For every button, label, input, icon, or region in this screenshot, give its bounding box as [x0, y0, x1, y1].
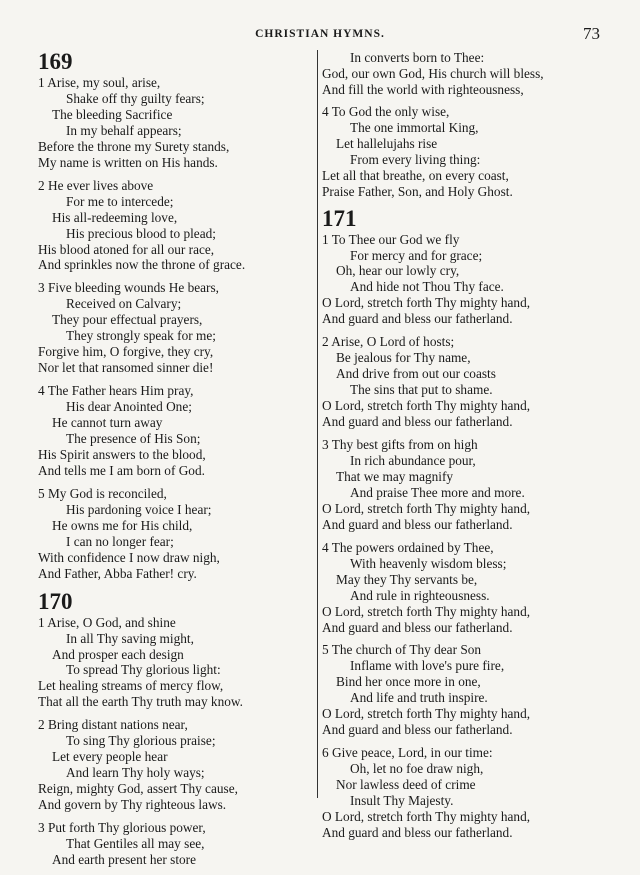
hymn-line: Oh, hear our lowly cry,	[336, 263, 460, 279]
hymn-line: Let hallelujahs rise	[336, 135, 438, 151]
hymn-line: His blood atoned for all our race,	[38, 241, 215, 257]
hymn-line: Inflame with love's pure fire,	[350, 658, 505, 674]
stanza	[38, 486, 316, 582]
stanza	[322, 437, 606, 533]
hymn-line: With heavenly wisdom bless;	[350, 555, 507, 571]
hymn-line: Insult Thy Majesty.	[350, 793, 454, 809]
hymn-line: God, our own God, His church will bless,	[322, 65, 544, 81]
hymn-line: His all-redeeming love,	[52, 209, 178, 225]
hymn-line: The sins that put to shame.	[350, 382, 493, 398]
hymn-line: And hide not Thou Thy face.	[350, 279, 504, 295]
stanza	[38, 75, 316, 171]
hymn-line: Bind her once more in one,	[336, 674, 481, 690]
hymn-line: In all Thy saving might,	[66, 630, 194, 646]
hymn-line: And guard and bless our fatherland.	[322, 516, 513, 532]
hymn-line: 1 Arise, my soul, arise,	[38, 75, 161, 90]
hymn-line: 3 Five bleeding wounds He bears,	[38, 280, 219, 296]
hymn-line: His dear Anointed One;	[66, 399, 192, 415]
hymn-line: They pour effectual prayers,	[52, 312, 203, 328]
hymn-line: And drive from out our coasts	[336, 366, 496, 382]
hymn-line: Let all that breathe, on every coast,	[322, 167, 509, 183]
stanza	[322, 642, 606, 738]
stanza	[38, 615, 316, 711]
hymn-line: And tells me I am born of God.	[38, 462, 205, 478]
hymn-line: Let healing streams of mercy flow,	[38, 678, 224, 694]
hymn-line: He cannot turn away	[52, 415, 163, 431]
hymn-line: For mercy and for grace;	[350, 247, 483, 263]
hymn-line: And fill the world with righteousness,	[322, 81, 524, 97]
hymn-line: And guard and bless our fatherland.	[322, 619, 513, 635]
hymn-169	[38, 50, 316, 582]
stanza	[322, 745, 606, 841]
hymn-line: I can no longer fear;	[66, 533, 174, 549]
hymn-line: Nor lawless deed of crime	[336, 777, 476, 793]
hymn-line: 4 To God the only wise,	[322, 103, 450, 119]
hymn-line: And sprinkles now the throne of grace.	[38, 257, 246, 273]
hymn-line: Received on Calvary;	[66, 296, 182, 312]
hymn-line: 5 My God is reconciled,	[38, 485, 167, 501]
hymn-line: 6 Give peace, Lord, in our time:	[322, 745, 493, 761]
stanza	[38, 280, 316, 376]
hymn-line: They strongly speak for me;	[66, 328, 216, 344]
hymn-171	[322, 207, 606, 841]
hymn-number: 169	[38, 49, 73, 74]
hymn-line: To spread Thy glorious light:	[66, 662, 221, 678]
hymn-line: May they Thy servants be,	[336, 571, 478, 587]
hymn-line: 1 To Thee our God we fly	[322, 231, 460, 247]
hymn-number: 170	[38, 588, 73, 614]
hymn-line: 2 He ever lives above	[38, 177, 154, 193]
hymn-line: 3 Thy best gifts from on high	[322, 437, 478, 453]
hymn-line: Forgive him, O forgive, they cry,	[38, 344, 214, 360]
stanza	[322, 334, 606, 430]
hymn-line: And guard and bless our fatherland.	[322, 311, 513, 327]
hymn-line: The presence of His Son;	[66, 431, 201, 447]
hymn-line: 4 The Father hears Him pray,	[38, 383, 194, 399]
hymn-line: My name is written on His hands.	[38, 154, 218, 170]
hymn-line: And guard and bless our fatherland.	[322, 722, 513, 738]
hymn-line: O Lord, stretch forth Thy mighty hand,	[322, 603, 531, 619]
hymn-line: And life and truth inspire.	[350, 690, 488, 706]
stanza	[38, 178, 316, 274]
stanza	[322, 232, 606, 328]
hymn-line: Praise Father, Son, and Holy Ghost.	[322, 183, 513, 199]
hymn-170	[38, 590, 316, 868]
hymn-line: For me to intercede;	[66, 193, 174, 209]
stanza	[38, 820, 316, 868]
hymn-line: And earth present her store	[52, 851, 196, 867]
hymn-line: 4 The powers ordained by Thee,	[322, 539, 494, 555]
hymn-line: That Gentiles all may see,	[66, 835, 205, 851]
stanza	[38, 717, 316, 813]
hymn-line: 2 Bring distant nations near,	[38, 717, 188, 733]
hymn-line: 2 Arise, O Lord of hosts;	[322, 334, 455, 350]
hymn-line: His pardoning voice I hear;	[66, 501, 212, 517]
hymn-line: And learn Thy holy ways;	[66, 765, 205, 781]
hymn-line: O Lord, stretch forth Thy mighty hand,	[322, 706, 531, 722]
stanza	[322, 540, 606, 636]
column-divider	[317, 50, 318, 798]
hymn-line: His Spirit answers to the blood,	[38, 446, 206, 462]
hymn-line: Before the throne my Surety stands,	[38, 138, 230, 154]
hymn-line: O Lord, stretch forth Thy mighty hand,	[322, 500, 531, 516]
running-title: CHRISTIAN HYMNS.	[255, 28, 385, 40]
right-column	[322, 50, 606, 848]
hymn-line: That all the earth Thy truth may know.	[38, 694, 243, 710]
hymn-line: O Lord, stretch forth Thy mighty hand,	[322, 295, 531, 311]
hymn-line: 3 Put forth Thy glorious power,	[38, 820, 206, 836]
hymn-line: Reign, mighty God, assert Thy cause,	[38, 781, 238, 797]
stanza	[38, 383, 316, 479]
hymn-line: And rule in righteousness.	[350, 587, 490, 603]
hymn-line: O Lord, stretch forth Thy mighty hand,	[322, 398, 531, 414]
hymn-line: To sing Thy glorious praise;	[66, 733, 216, 749]
hymn-line: 1 Arise, O God, and shine	[38, 614, 176, 630]
hymn-line: In converts born to Thee:	[350, 50, 485, 65]
hymn-line: He owns me for His child,	[52, 517, 193, 533]
hymn-line: Shake off thy guilty fears;	[66, 90, 205, 106]
left-column	[38, 50, 316, 875]
hymn-line: His precious blood to plead;	[66, 225, 216, 241]
hymn-line: The one immortal King,	[350, 119, 479, 135]
page-number: 73	[583, 24, 600, 43]
page-header	[0, 24, 640, 44]
hymn-line: From every living thing:	[350, 151, 481, 167]
hymn-line: And prosper each design	[52, 646, 184, 662]
hymn-line: With confidence I now draw nigh,	[38, 549, 220, 565]
hymn-line: And govern by Thy righteous laws.	[38, 797, 227, 813]
stanza-continuation	[322, 50, 606, 98]
hymn-line: The bleeding Sacrifice	[52, 106, 173, 122]
hymn-line: Be jealous for Thy name,	[336, 350, 471, 366]
hymn-line: And guard and bless our fatherland.	[322, 824, 513, 840]
stanza	[322, 104, 606, 200]
hymn-line: And Father, Abba Father! cry.	[38, 565, 197, 581]
hymn-line: Oh, let no foe draw nigh,	[350, 761, 484, 777]
hymn-line: And praise Thee more and more.	[350, 484, 525, 500]
hymn-line: In rich abundance pour,	[350, 452, 476, 468]
hymn-line: O Lord, stretch forth Thy mighty hand,	[322, 808, 531, 824]
hymn-line: Let every people hear	[52, 749, 168, 765]
hymn-number: 171	[322, 205, 357, 231]
hymn-line: In my behalf appears;	[66, 122, 182, 138]
hymn-line: That we may magnify	[336, 468, 454, 484]
hymn-line: Nor let that ransomed sinner die!	[38, 360, 214, 376]
hymn-line: And guard and bless our fatherland.	[322, 414, 513, 430]
hymn-line: 5 The church of Thy dear Son	[322, 642, 482, 658]
